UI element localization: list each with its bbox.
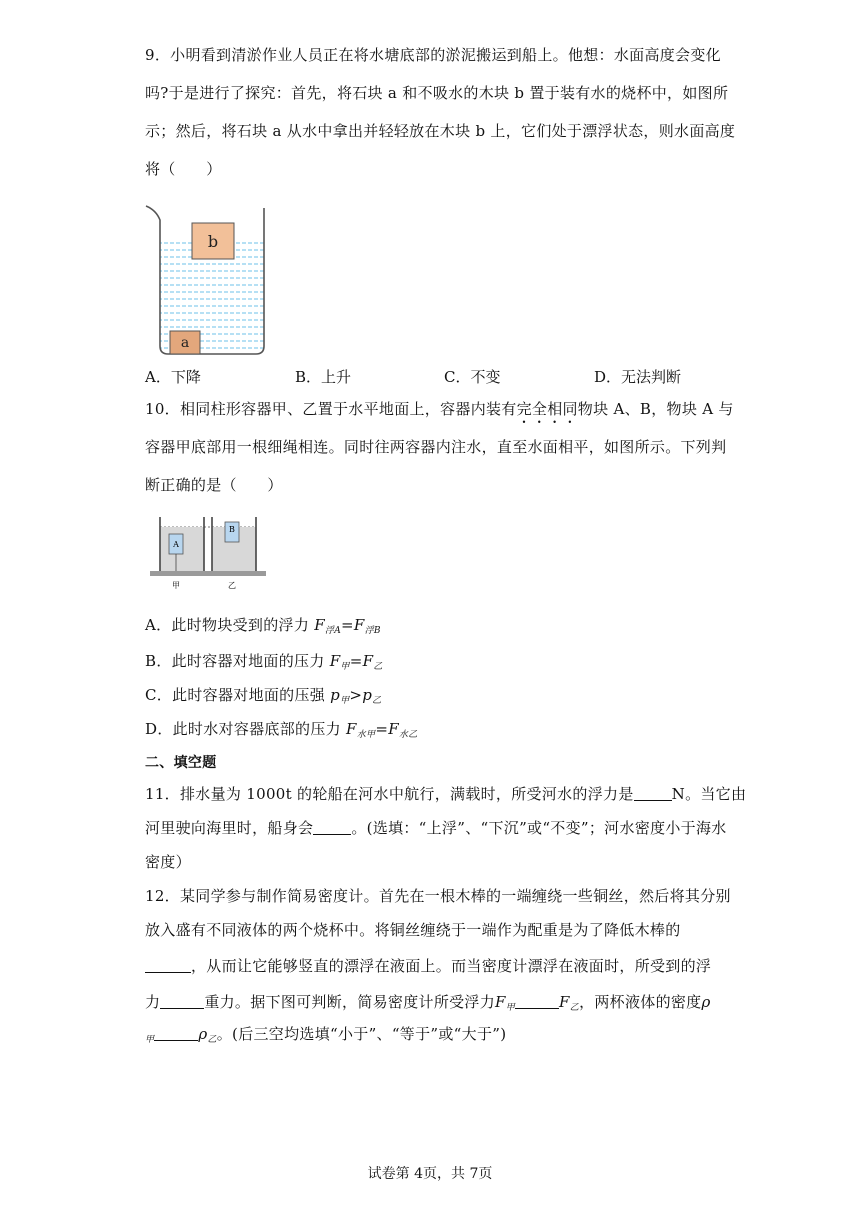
q9-line-4: 将（ ） bbox=[145, 160, 222, 178]
q9-option-c: C．不变 bbox=[444, 368, 501, 386]
stone-a-label: a bbox=[180, 335, 190, 351]
q10-option-d: D．此时水对容器底部的压力 $F_{水甲}=F_{水乙}$ bbox=[145, 720, 418, 740]
q11-blank-1[interactable] bbox=[634, 786, 672, 801]
q9-beaker-figure bbox=[140, 198, 280, 358]
svg-text:甲: 甲 bbox=[172, 581, 180, 590]
q10-line-1: 10．相同柱形容器甲、乙置于水平地面上，容器内装有完全相同物块 A、B，物块 A 与 bbox=[145, 400, 734, 418]
q10-line-3: 断正确的是（ ） bbox=[145, 476, 283, 494]
q12-line-4: 力 重力。据下图可判断，简易密度计所受浮力$F_甲$ $F_乙$，两杯液体的密度ρ bbox=[145, 993, 711, 1013]
q11-line-2: 河里驶向海里时，船身会 。(选填：“上浮”、“下沉”或“不变”；河水密度小于海水 bbox=[145, 819, 727, 837]
q9-line-3: 示；然后，将石块 a 从水中拿出并轻轻放在木块 b 上，它们处于漂浮状态，则水面高度 bbox=[145, 122, 736, 140]
page-footer: 试卷第 4页，共 7页 bbox=[367, 1166, 493, 1182]
q10-containers-figure bbox=[148, 514, 270, 594]
block-b-label: b bbox=[207, 232, 219, 251]
section-title: 二、填空题 bbox=[145, 755, 217, 771]
q9-option-d: D．无法判断 bbox=[594, 368, 682, 386]
emphasis-text: 完全相同 bbox=[516, 400, 578, 418]
q12-blank-3[interactable] bbox=[515, 994, 559, 1009]
q12-blank-4[interactable] bbox=[154, 1026, 198, 1041]
q9-option-a: A．下降 bbox=[145, 368, 201, 386]
q11-blank-2[interactable] bbox=[313, 820, 351, 835]
q9-option-b: B．上升 bbox=[295, 368, 352, 386]
q12-blank-2[interactable] bbox=[160, 994, 204, 1009]
svg-text:乙: 乙 bbox=[228, 581, 236, 590]
svg-text:A: A bbox=[173, 540, 179, 549]
q11-line-1: 11．排水量为 1000t 的轮船在河水中航行，满载时，所受河水的浮力是 N。当它由 bbox=[145, 785, 747, 803]
q12-line-2: 放入盛有不同液体的两个烧杯中。将铜丝缠绕于一端作为配重是为了降低木棒的 bbox=[145, 921, 681, 939]
svg-text:B: B bbox=[229, 525, 235, 534]
q12-line-5: $_甲$ $\rho_乙$。(后三空均选填“小于”、“等于”或“大于”) bbox=[145, 1025, 507, 1045]
q10-option-a: A．此时物块受到的浮力 $F_{浮A}=F_{浮B}$ bbox=[145, 616, 381, 636]
q12-line-1: 12．某同学参与制作简易密度计。首先在一根木棒的一端缠绕一些铜丝，然后将其分别 bbox=[145, 887, 731, 905]
q10-option-b: B．此时容器对地面的压力 $F_甲=F_乙$ bbox=[145, 652, 383, 672]
q10-line-2: 容器甲底部用一根细绳相连。同时往两容器内注水，直至水面相平，如图所示。下列判 bbox=[145, 438, 727, 456]
q11-line-3: 密度） bbox=[145, 853, 191, 871]
q12-blank-1[interactable] bbox=[145, 958, 191, 973]
q12-line-3: ，从而让它能够竖直的漂浮在液面上。而当密度计漂浮在液面时，所受到的浮 bbox=[145, 955, 711, 976]
q10-option-c: C．此时容器对地面的压强 $p_甲>p_乙$ bbox=[145, 686, 382, 706]
q9-line-1: 9．小明看到清淤作业人员正在将水塘底部的淤泥搬运到船上。他想：水面高度会变化 bbox=[145, 46, 721, 64]
q9-line-2: 吗?于是进行了探究：首先，将石块 a 和不吸水的木块 b 置于装有水的烧杯中，如图所 bbox=[145, 84, 729, 102]
